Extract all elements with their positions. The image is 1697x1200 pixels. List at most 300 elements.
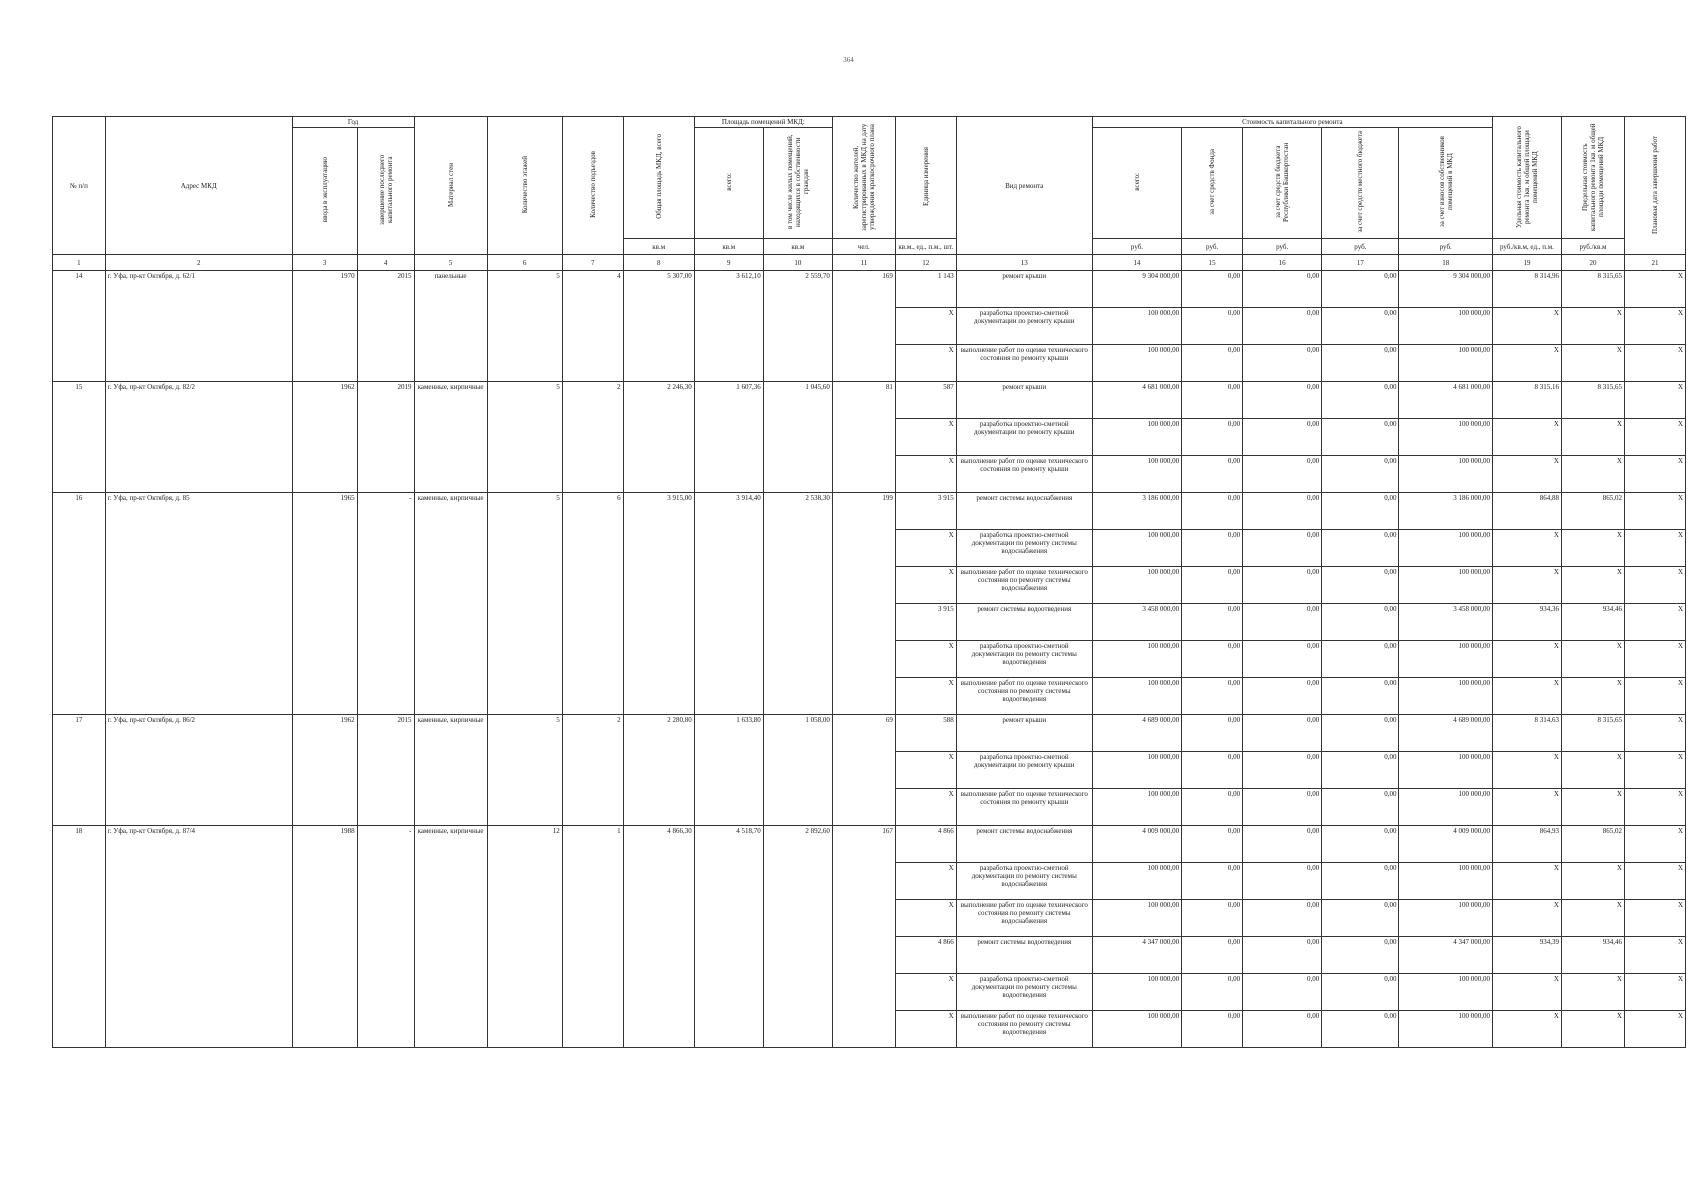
premises-total-cell: 3 914,40: [694, 493, 763, 715]
cost-fund-cell: 0,00: [1182, 308, 1243, 345]
unit-cost-cell: 8 314,63: [1492, 715, 1561, 752]
unit-cost-cell: 934,36: [1492, 604, 1561, 641]
row-number-cell: 14: [53, 271, 106, 382]
unit-measure-cell: 588: [895, 715, 956, 752]
page-number: 364: [843, 56, 854, 64]
floors-cell: 5: [487, 715, 562, 826]
work-type-cell: разработка проектно-сметной документации по ремонту системы водоснабжения: [956, 530, 1092, 567]
column-number: 6: [487, 255, 562, 271]
cost-republic-cell: 0,00: [1243, 308, 1322, 345]
max-cost-cell: X: [1561, 1011, 1624, 1048]
header-wall-material: Материал стен: [414, 117, 487, 255]
cost-owners-cell: 100 000,00: [1399, 641, 1492, 678]
column-number: 15: [1182, 255, 1243, 271]
cost-republic-cell: 0,00: [1243, 493, 1322, 530]
unit-cost-cell: 934,39: [1492, 937, 1561, 974]
work-type-cell: ремонт крыши: [956, 715, 1092, 752]
table-body: [53, 271, 1686, 1048]
planned-date-cell: X: [1624, 308, 1685, 345]
cost-fund-cell: 0,00: [1182, 863, 1243, 900]
max-cost-cell: X: [1561, 567, 1624, 604]
cost-republic-cell: 0,00: [1243, 715, 1322, 752]
cost-republic-cell: 0,00: [1243, 863, 1322, 900]
max-cost-cell: X: [1561, 752, 1624, 789]
planned-date-cell: X: [1624, 271, 1685, 308]
total-area-cell: 3 915,00: [623, 493, 694, 715]
total-area-cell: 5 307,00: [623, 271, 694, 382]
unit-cost-cell: X: [1492, 752, 1561, 789]
year-commission-cell: 1962: [292, 382, 357, 493]
unit-cost-cell: X: [1492, 345, 1561, 382]
work-type-cell: ремонт крыши: [956, 271, 1092, 308]
header-cost-group: Стоимость капитального ремонта: [1092, 117, 1492, 128]
cost-republic-cell: 0,00: [1243, 382, 1322, 419]
premises-total-cell: 1 607,36: [694, 382, 763, 493]
cost-owners-cell: 4 681 000,00: [1399, 382, 1492, 419]
unit-cost-cell: X: [1492, 419, 1561, 456]
cost-local-cell: 0,00: [1322, 678, 1399, 715]
floors-cell: 5: [487, 493, 562, 715]
cost-local-cell: 0,00: [1322, 382, 1399, 419]
row-number-cell: 17: [53, 715, 106, 826]
year-commission-cell: 1988: [292, 826, 357, 1048]
year-commission-cell: 1965: [292, 493, 357, 715]
work-type-cell: ремонт системы водоснабжения: [956, 493, 1092, 530]
planned-date-cell: X: [1624, 567, 1685, 604]
header-work-type: Вид ремонта: [956, 117, 1092, 255]
unit-cost-cell: X: [1492, 678, 1561, 715]
cost-total-cell: 100 000,00: [1092, 900, 1181, 937]
column-number: 21: [1624, 255, 1685, 271]
cost-fund-cell: 0,00: [1182, 641, 1243, 678]
wall-material-cell: панельные: [414, 271, 487, 382]
planned-date-cell: X: [1624, 493, 1685, 530]
unit-measure-cell: 587: [895, 382, 956, 419]
wall-material-cell: каменные, кирпичные: [414, 715, 487, 826]
planned-date-cell: X: [1624, 974, 1685, 1011]
premises-total-cell: 3 612,10: [694, 271, 763, 382]
year-commission-cell: 1970: [292, 271, 357, 382]
cost-fund-cell: 0,00: [1182, 419, 1243, 456]
cost-republic-cell: 0,00: [1243, 456, 1322, 493]
cost-total-cell: 100 000,00: [1092, 641, 1181, 678]
cost-local-cell: 0,00: [1322, 308, 1399, 345]
unit-measure-cell: 4 866: [895, 937, 956, 974]
year-last-repair-cell: -: [357, 826, 414, 1048]
planned-date-cell: X: [1624, 345, 1685, 382]
cost-fund-cell: 0,00: [1182, 567, 1243, 604]
unit-cost-cell: 864,88: [1492, 493, 1561, 530]
cost-republic-cell: 0,00: [1243, 271, 1322, 308]
unit-measure-cell: X: [895, 1011, 956, 1048]
year-last-repair-cell: 2015: [357, 715, 414, 826]
unit-cost-fund: руб.: [1182, 239, 1243, 255]
unit-cost-cell: 8 315,16: [1492, 382, 1561, 419]
cost-republic-cell: 0,00: [1243, 345, 1322, 382]
cost-owners-cell: 100 000,00: [1399, 567, 1492, 604]
cost-fund-cell: 0,00: [1182, 752, 1243, 789]
max-cost-cell: 8 315,65: [1561, 382, 1624, 419]
work-type-cell: разработка проектно-сметной документации по ремонту крыши: [956, 308, 1092, 345]
cost-fund-cell: 0,00: [1182, 530, 1243, 567]
cost-local-cell: 0,00: [1322, 752, 1399, 789]
cost-owners-cell: 4 689 000,00: [1399, 715, 1492, 752]
cost-local-cell: 0,00: [1322, 1011, 1399, 1048]
planned-date-cell: X: [1624, 456, 1685, 493]
residents-cell: 81: [832, 382, 895, 493]
table-row: [53, 382, 1686, 419]
cost-total-cell: 100 000,00: [1092, 789, 1181, 826]
cost-fund-cell: 0,00: [1182, 345, 1243, 382]
cost-total-cell: 4 689 000,00: [1092, 715, 1181, 752]
header-unit-measure: Единица измерения: [895, 117, 956, 239]
planned-date-cell: X: [1624, 752, 1685, 789]
total-area-cell: 2 246,30: [623, 382, 694, 493]
cost-owners-cell: 100 000,00: [1399, 1011, 1492, 1048]
cost-local-cell: 0,00: [1322, 937, 1399, 974]
year-last-repair-cell: -: [357, 493, 414, 715]
planned-date-cell: X: [1624, 382, 1685, 419]
cost-fund-cell: 0,00: [1182, 974, 1243, 1011]
unit-measure-cell: 3 915: [895, 604, 956, 641]
header-unit-cost: Удельная стоимость капитального ремонта 1кв. м общей площади помещений МКД: [1492, 117, 1561, 239]
cost-republic-cell: 0,00: [1243, 419, 1322, 456]
work-type-cell: выполнение работ по оценке технического состояния по ремонту крыши: [956, 789, 1092, 826]
header-max-cost: Предельная стоимость капитального ремонта 1кв. м общей площади помещений МКД: [1561, 117, 1624, 239]
unit-measure-cell: X: [895, 974, 956, 1011]
planned-date-cell: X: [1624, 789, 1685, 826]
column-number: 14: [1092, 255, 1181, 271]
cost-republic-cell: 0,00: [1243, 789, 1322, 826]
max-cost-cell: 865,02: [1561, 826, 1624, 863]
work-type-cell: разработка проектно-сметной документации по ремонту системы водоотведения: [956, 974, 1092, 1011]
premises-residential-cell: 2 892,60: [763, 826, 832, 1048]
cost-local-cell: 0,00: [1322, 974, 1399, 1011]
work-type-cell: ремонт крыши: [956, 382, 1092, 419]
year-last-repair-cell: 2019: [357, 382, 414, 493]
address-cell: г. Уфа, пр-кт Октября, д. 82/2: [105, 382, 292, 493]
wall-material-cell: каменные, кирпичные: [414, 493, 487, 715]
entrances-cell: 2: [562, 715, 623, 826]
unit-measure-cell: X: [895, 641, 956, 678]
cost-total-cell: 100 000,00: [1092, 974, 1181, 1011]
work-type-cell: разработка проектно-сметной документации по ремонту крыши: [956, 752, 1092, 789]
cost-total-cell: 100 000,00: [1092, 345, 1181, 382]
cost-total-cell: 4 681 000,00: [1092, 382, 1181, 419]
table-row: [53, 493, 1686, 530]
unit-measure-cell: X: [895, 530, 956, 567]
cost-owners-cell: 100 000,00: [1399, 752, 1492, 789]
premises-total-cell: 4 518,70: [694, 826, 763, 1048]
total-area-cell: 2 280,80: [623, 715, 694, 826]
unit-measure-cell: X: [895, 752, 956, 789]
header-cost-republic: за счет средств бюджета Республики Башкортостан: [1243, 128, 1322, 239]
cost-total-cell: 100 000,00: [1092, 863, 1181, 900]
planned-date-cell: X: [1624, 1011, 1685, 1048]
work-type-cell: выполнение работ по оценке технического состояния по ремонту системы водоснабжения: [956, 900, 1092, 937]
cost-local-cell: 0,00: [1322, 456, 1399, 493]
unit-cost-cell: X: [1492, 974, 1561, 1011]
address-cell: г. Уфа, пр-кт Октября, д. 62/1: [105, 271, 292, 382]
cost-republic-cell: 0,00: [1243, 974, 1322, 1011]
max-cost-cell: X: [1561, 900, 1624, 937]
unit-measure-cell: X: [895, 419, 956, 456]
unit-cost-cell: X: [1492, 530, 1561, 567]
column-number: 9: [694, 255, 763, 271]
header-entrances: Количество подъездов: [562, 117, 623, 255]
cost-total-cell: 100 000,00: [1092, 567, 1181, 604]
unit-measure-cell: 1 143: [895, 271, 956, 308]
unit-measure-cell: X: [895, 678, 956, 715]
residents-cell: 167: [832, 826, 895, 1048]
residents-cell: 169: [832, 271, 895, 382]
column-number: 17: [1322, 255, 1399, 271]
cost-fund-cell: 0,00: [1182, 382, 1243, 419]
table-row: [53, 715, 1686, 752]
unit-cost-cell: X: [1492, 1011, 1561, 1048]
year-commission-cell: 1962: [292, 715, 357, 826]
unit-residents: чел.: [832, 239, 895, 255]
cost-republic-cell: 0,00: [1243, 641, 1322, 678]
unit-measure-cell: X: [895, 789, 956, 826]
header-planned-date: Плановая дата завершения работ: [1624, 117, 1685, 255]
max-cost-cell: X: [1561, 863, 1624, 900]
work-type-cell: выполнение работ по оценке технического состояния по ремонту системы водоотведения: [956, 1011, 1092, 1048]
cost-total-cell: 3 186 000,00: [1092, 493, 1181, 530]
repair-plan-table-container: [52, 116, 1686, 1048]
address-cell: г. Уфа, пр-кт Октября, д. 85: [105, 493, 292, 715]
max-cost-cell: X: [1561, 641, 1624, 678]
year-last-repair-cell: 2015: [357, 271, 414, 382]
header-total-area: Общая площадь МКД, всего: [623, 117, 694, 239]
repair-plan-table: [52, 116, 1686, 1048]
cost-fund-cell: 0,00: [1182, 271, 1243, 308]
cost-local-cell: 0,00: [1322, 863, 1399, 900]
unit-cost-total: руб.: [1092, 239, 1181, 255]
cost-total-cell: 100 000,00: [1092, 752, 1181, 789]
unit-measure-cell: 3 915: [895, 493, 956, 530]
column-number: 3: [292, 255, 357, 271]
cost-total-cell: 4 347 000,00: [1092, 937, 1181, 974]
work-type-cell: выполнение работ по оценке технического состояния по ремонту системы водоотведения: [956, 678, 1092, 715]
max-cost-cell: 8 315,65: [1561, 271, 1624, 308]
planned-date-cell: X: [1624, 826, 1685, 863]
unit-total-area: кв.м: [623, 239, 694, 255]
max-cost-cell: X: [1561, 419, 1624, 456]
cost-fund-cell: 0,00: [1182, 456, 1243, 493]
column-number: 11: [832, 255, 895, 271]
unit-max-cost: руб./кв.м: [1561, 239, 1624, 255]
cost-fund-cell: 0,00: [1182, 1011, 1243, 1048]
premises-total-cell: 1 633,80: [694, 715, 763, 826]
cost-republic-cell: 0,00: [1243, 567, 1322, 604]
residents-cell: 69: [832, 715, 895, 826]
unit-unit-measure: кв.м., ед., п.м., шт.: [895, 239, 956, 255]
max-cost-cell: X: [1561, 789, 1624, 826]
column-number: 12: [895, 255, 956, 271]
header-premises-total: всего:: [694, 128, 763, 239]
header-residents: Количество жителей, зарегистрированных в МКД на дату утверждения краткосрочного плана: [832, 117, 895, 239]
cost-owners-cell: 100 000,00: [1399, 530, 1492, 567]
cost-republic-cell: 0,00: [1243, 530, 1322, 567]
cost-owners-cell: 100 000,00: [1399, 345, 1492, 382]
max-cost-cell: X: [1561, 678, 1624, 715]
planned-date-cell: X: [1624, 604, 1685, 641]
cost-total-cell: 100 000,00: [1092, 530, 1181, 567]
unit-cost-cell: X: [1492, 456, 1561, 493]
cost-local-cell: 0,00: [1322, 271, 1399, 308]
unit-cost-cell: X: [1492, 789, 1561, 826]
wall-material-cell: каменные, кирпичные: [414, 382, 487, 493]
max-cost-cell: X: [1561, 345, 1624, 382]
max-cost-cell: 8 315,65: [1561, 715, 1624, 752]
cost-republic-cell: 0,00: [1243, 678, 1322, 715]
column-number: 10: [763, 255, 832, 271]
row-number-cell: 18: [53, 826, 106, 1048]
header-year-commission: ввода в эксплуатацию: [292, 128, 357, 255]
cost-total-cell: 100 000,00: [1092, 308, 1181, 345]
work-type-cell: разработка проектно-сметной документации по ремонту крыши: [956, 419, 1092, 456]
cost-total-cell: 4 009 000,00: [1092, 826, 1181, 863]
floors-cell: 5: [487, 271, 562, 382]
header-year-last-repair: завершение последнего капитального ремонта: [357, 128, 414, 255]
unit-cost-cell: X: [1492, 863, 1561, 900]
header-address: Адрес МКД: [105, 117, 292, 255]
cost-local-cell: 0,00: [1322, 641, 1399, 678]
column-number: 18: [1399, 255, 1492, 271]
cost-owners-cell: 100 000,00: [1399, 456, 1492, 493]
column-number: 19: [1492, 255, 1561, 271]
unit-measure-cell: X: [895, 456, 956, 493]
column-number: 13: [956, 255, 1092, 271]
table-row: [53, 826, 1686, 863]
column-number: 20: [1561, 255, 1624, 271]
cost-owners-cell: 100 000,00: [1399, 974, 1492, 1011]
cost-republic-cell: 0,00: [1243, 900, 1322, 937]
max-cost-cell: X: [1561, 974, 1624, 1011]
address-cell: г. Уфа, пр-кт Октября, д. 86/2: [105, 715, 292, 826]
cost-fund-cell: 0,00: [1182, 826, 1243, 863]
entrances-cell: 1: [562, 826, 623, 1048]
cost-owners-cell: 9 304 000,00: [1399, 271, 1492, 308]
cost-owners-cell: 100 000,00: [1399, 900, 1492, 937]
max-cost-cell: X: [1561, 530, 1624, 567]
table-row: [53, 271, 1686, 308]
cost-fund-cell: 0,00: [1182, 678, 1243, 715]
cost-fund-cell: 0,00: [1182, 493, 1243, 530]
cost-owners-cell: 3 458 000,00: [1399, 604, 1492, 641]
cost-total-cell: 9 304 000,00: [1092, 271, 1181, 308]
unit-measure-cell: X: [895, 900, 956, 937]
cost-local-cell: 0,00: [1322, 345, 1399, 382]
entrances-cell: 2: [562, 382, 623, 493]
cost-fund-cell: 0,00: [1182, 900, 1243, 937]
cost-total-cell: 3 458 000,00: [1092, 604, 1181, 641]
header-premises-group: Площадь помещений МКД:: [694, 117, 832, 128]
unit-cost-cell: 8 314,96: [1492, 271, 1561, 308]
planned-date-cell: X: [1624, 715, 1685, 752]
header-premises-residential: в том числе жилых помещений, находящихся в собственности граждан: [763, 128, 832, 239]
header-cost-total: всего:: [1092, 128, 1181, 239]
header-floors: Количество этажей: [487, 117, 562, 255]
residents-cell: 199: [832, 493, 895, 715]
work-type-cell: разработка проектно-сметной документации по ремонту системы водоотведения: [956, 641, 1092, 678]
cost-local-cell: 0,00: [1322, 493, 1399, 530]
planned-date-cell: X: [1624, 900, 1685, 937]
cost-republic-cell: 0,00: [1243, 826, 1322, 863]
work-type-cell: разработка проектно-сметной документации по ремонту системы водоснабжения: [956, 863, 1092, 900]
unit-measure-cell: X: [895, 567, 956, 604]
unit-unit-cost: руб./кв.м, ед., п.м.: [1492, 239, 1561, 255]
unit-cost-owners: руб.: [1399, 239, 1492, 255]
header-cost-local: за счет средств местного бюджета: [1322, 128, 1399, 239]
premises-residential-cell: 1 045,60: [763, 382, 832, 493]
header-cost-fund: за счет средств Фонда: [1182, 128, 1243, 239]
premises-residential-cell: 1 058,00: [763, 715, 832, 826]
entrances-cell: 4: [562, 271, 623, 382]
column-number: 5: [414, 255, 487, 271]
cost-local-cell: 0,00: [1322, 419, 1399, 456]
work-type-cell: выполнение работ по оценке технического состояния по ремонту крыши: [956, 456, 1092, 493]
max-cost-cell: 934,46: [1561, 604, 1624, 641]
planned-date-cell: X: [1624, 863, 1685, 900]
cost-fund-cell: 0,00: [1182, 604, 1243, 641]
cost-local-cell: 0,00: [1322, 826, 1399, 863]
unit-premises-total: кв.м: [694, 239, 763, 255]
row-number-cell: 15: [53, 382, 106, 493]
column-number: 2: [105, 255, 292, 271]
cost-owners-cell: 4 009 000,00: [1399, 826, 1492, 863]
column-numbers-row: [53, 255, 1686, 271]
cost-republic-cell: 0,00: [1243, 604, 1322, 641]
row-number-cell: 16: [53, 493, 106, 715]
cost-local-cell: 0,00: [1322, 530, 1399, 567]
planned-date-cell: X: [1624, 530, 1685, 567]
cost-owners-cell: 100 000,00: [1399, 419, 1492, 456]
cost-fund-cell: 0,00: [1182, 937, 1243, 974]
cost-local-cell: 0,00: [1322, 715, 1399, 752]
column-number: 1: [53, 255, 106, 271]
header-year-group: Год: [292, 117, 414, 128]
column-number: 16: [1243, 255, 1322, 271]
cost-owners-cell: 4 347 000,00: [1399, 937, 1492, 974]
cost-local-cell: 0,00: [1322, 789, 1399, 826]
cost-owners-cell: 100 000,00: [1399, 863, 1492, 900]
planned-date-cell: X: [1624, 937, 1685, 974]
max-cost-cell: 865,02: [1561, 493, 1624, 530]
column-number: 7: [562, 255, 623, 271]
entrances-cell: 6: [562, 493, 623, 715]
cost-total-cell: 100 000,00: [1092, 1011, 1181, 1048]
address-cell: г. Уфа, пр-кт Октября, д. 87/4: [105, 826, 292, 1048]
planned-date-cell: X: [1624, 419, 1685, 456]
unit-cost-republic: руб.: [1243, 239, 1322, 255]
planned-date-cell: X: [1624, 641, 1685, 678]
total-area-cell: 4 866,30: [623, 826, 694, 1048]
cost-owners-cell: 100 000,00: [1399, 789, 1492, 826]
premises-residential-cell: 2 538,30: [763, 493, 832, 715]
work-type-cell: ремонт системы водоотведения: [956, 604, 1092, 641]
unit-cost-cell: X: [1492, 641, 1561, 678]
cost-total-cell: 100 000,00: [1092, 678, 1181, 715]
floors-cell: 5: [487, 382, 562, 493]
cost-owners-cell: 3 186 000,00: [1399, 493, 1492, 530]
cost-republic-cell: 0,00: [1243, 937, 1322, 974]
premises-residential-cell: 2 559,70: [763, 271, 832, 382]
column-number: 4: [357, 255, 414, 271]
cost-fund-cell: 0,00: [1182, 715, 1243, 752]
max-cost-cell: X: [1561, 456, 1624, 493]
